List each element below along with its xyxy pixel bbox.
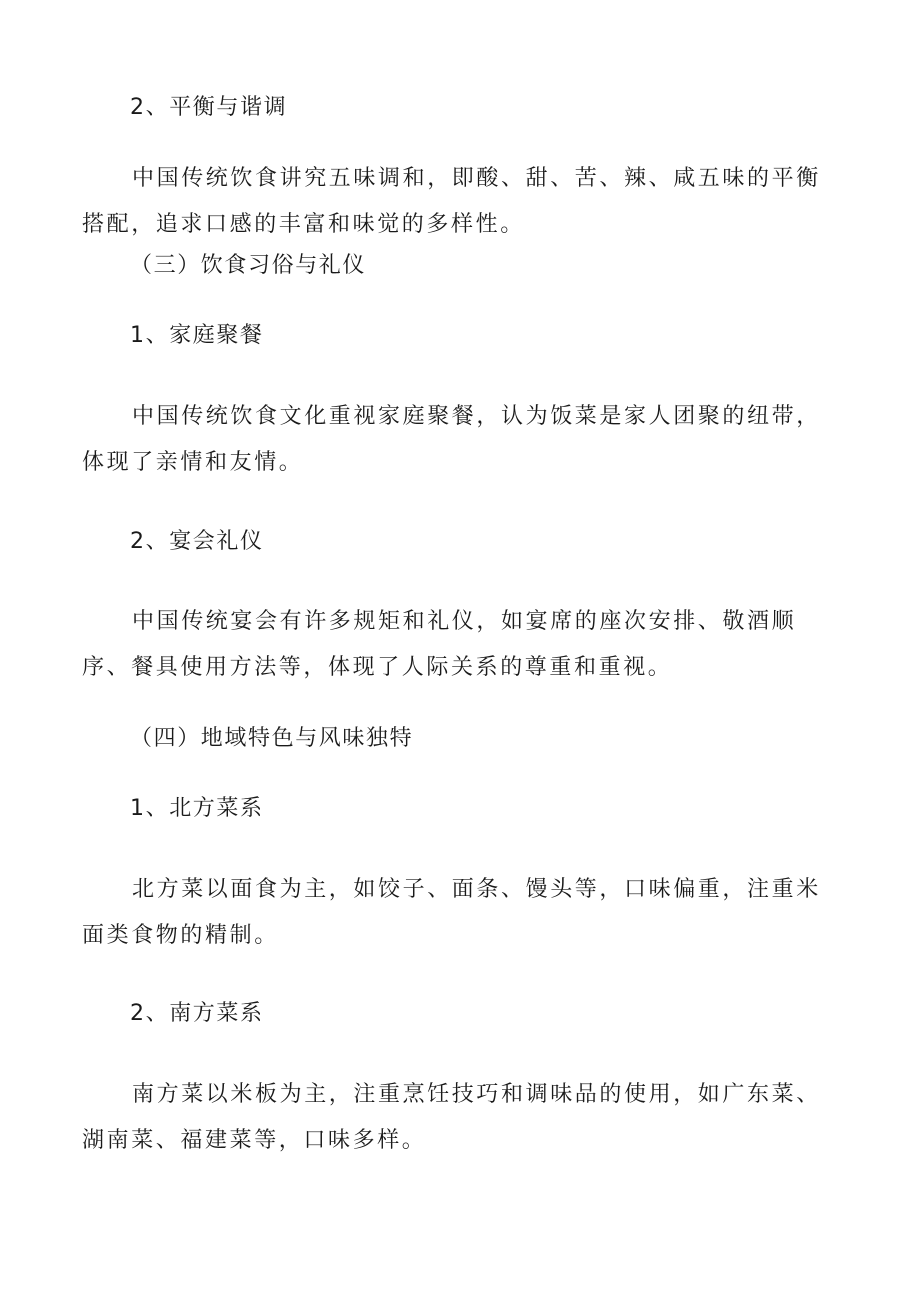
paragraph-banquet-etiquette: 中国传统宴会有许多规矩和礼仪，如宴席的座次安排、敬酒顺序、餐具使用方法等，体现了人际关系的尊重和重视。 <box>82 609 797 680</box>
heading-southern-cuisine: 2、南方菜系 <box>130 1001 264 1026</box>
heading-family-dinner: 1、家庭聚餐 <box>130 323 264 348</box>
heading-balance-harmony: 2、平衡与谐调 <box>130 95 288 120</box>
section-heading-regional-flavors: （四）地域特色与风味独特 <box>130 726 414 751</box>
heading-banquet-etiquette: 2、宴会礼仪 <box>130 529 264 554</box>
paragraph-family-dinner: 中国传统饮食文化重视家庭聚餐，认为饭菜是家人团聚的纽带，体现了亲情和友情。 <box>82 404 821 475</box>
paragraph-northern-cuisine: 北方菜以面食为主，如饺子、面条、馒头等，口味偏重，注重米面类食物的精制。 <box>82 877 821 948</box>
paragraph-five-flavors: 中国传统饮食讲究五味调和，即酸、甜、苦、辣、咸五味的平衡搭配，追求口感的丰富和味觉的多样性。 <box>82 166 821 237</box>
heading-northern-cuisine: 1、北方菜系 <box>130 796 264 821</box>
section-heading-customs-etiquette: （三）饮食习俗与礼仪 <box>130 253 367 278</box>
paragraph-southern-cuisine: 南方菜以米板为主，注重烹饪技巧和调味品的使用，如广东菜、湖南菜、福建菜等，口味多样。 <box>82 1082 821 1153</box>
